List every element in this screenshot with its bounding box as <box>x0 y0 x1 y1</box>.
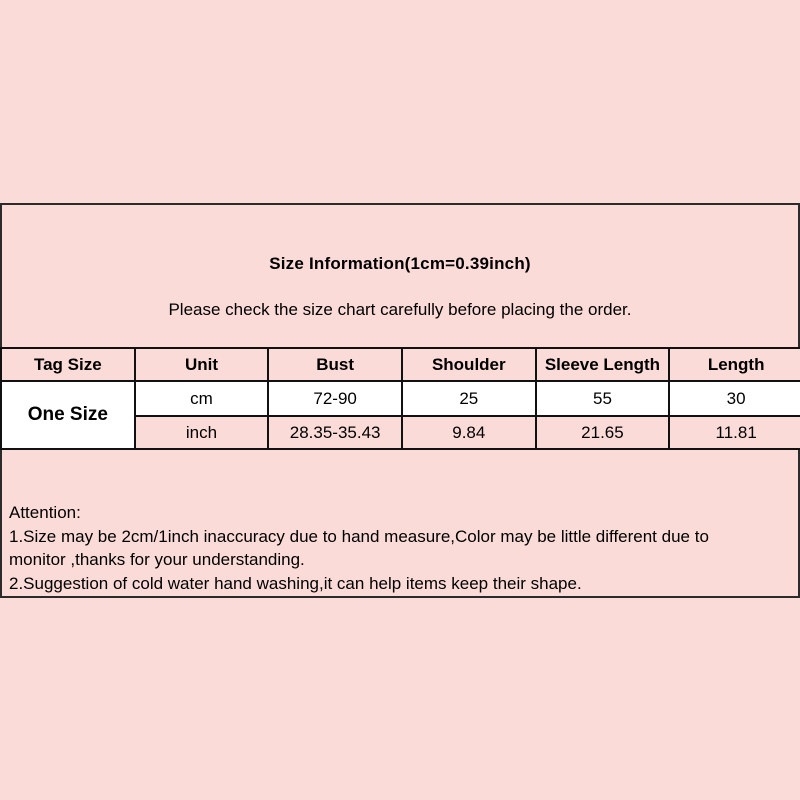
cell-inch-unit: inch <box>135 416 269 449</box>
cell-cm-bust: 72-90 <box>268 381 402 416</box>
col-header-sleeve-length: Sleeve Length <box>536 348 670 381</box>
cell-inch-bust: 28.35-35.43 <box>268 416 402 449</box>
col-header-length: Length <box>669 348 800 381</box>
size-table-header-row <box>1 348 800 381</box>
cell-inch-shoulder: 9.84 <box>402 416 536 449</box>
size-table <box>0 347 800 450</box>
cell-cm-sleeve-length: 55 <box>536 381 670 416</box>
attention-line-2: monitor ,thanks for your understanding. <box>9 550 305 569</box>
size-info-panel <box>0 203 800 598</box>
attention-line-3: 2.Suggestion of cold water hand washing,it can help items keep their shape. <box>9 573 582 593</box>
attention-note <box>9 501 794 595</box>
cell-inch-length: 11.81 <box>669 416 800 449</box>
cell-cm-length: 30 <box>669 381 800 416</box>
attention-line-1: 1.Size may be 2cm/1inch inaccuracy due to hand measure,Color may be little different due to <box>9 526 709 546</box>
size-row-cm <box>1 381 800 416</box>
size-chart-notice: Please check the size chart carefully before placing the order. <box>168 300 632 319</box>
size-info-title: Size Information(1cm=0.39inch) <box>269 254 531 273</box>
cell-inch-sleeve-length: 21.65 <box>536 416 670 449</box>
col-header-bust: Bust <box>268 348 402 381</box>
cell-tag-size: One Size <box>1 381 135 449</box>
cell-cm-shoulder: 25 <box>402 381 536 416</box>
cell-cm-unit: cm <box>135 381 269 416</box>
col-header-unit: Unit <box>135 348 269 381</box>
col-header-tag-size: Tag Size <box>1 348 135 381</box>
attention-heading: Attention: <box>9 503 81 522</box>
col-header-shoulder: Shoulder <box>402 348 536 381</box>
